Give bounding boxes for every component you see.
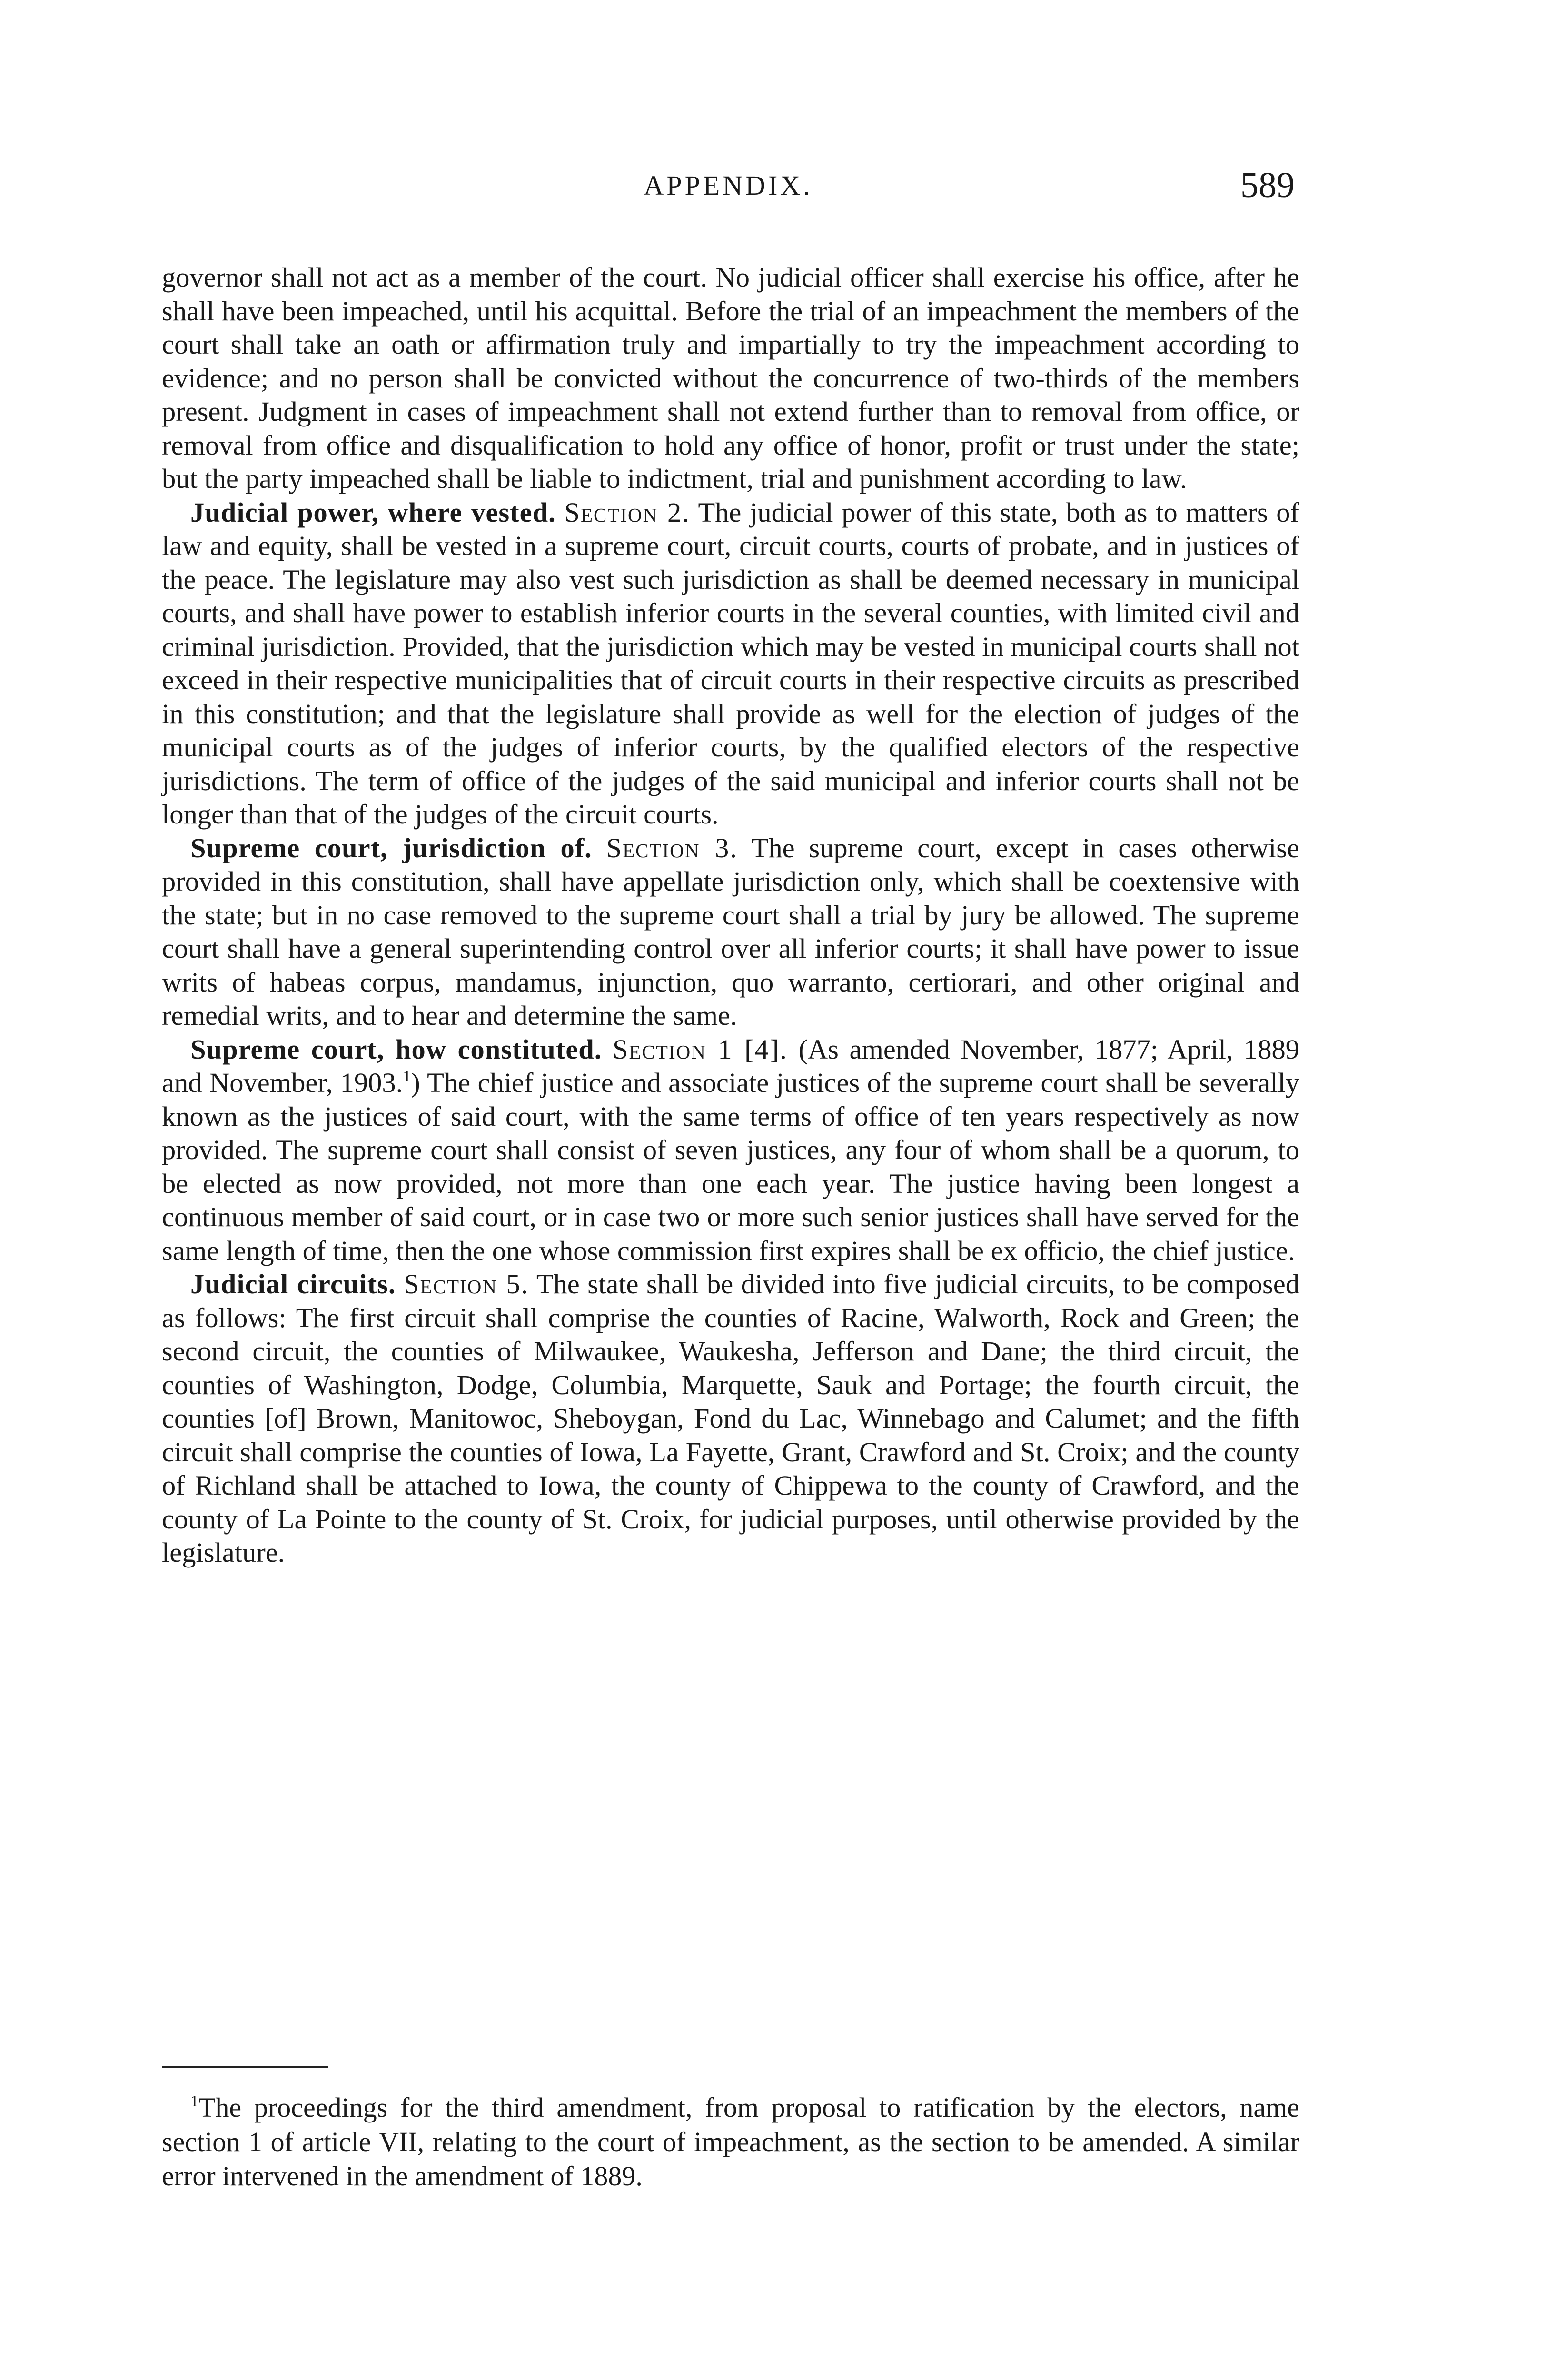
section-heading: Supreme court, how constituted.	[190, 1033, 602, 1065]
paragraph-section-2	[162, 496, 1299, 832]
footnote-divider	[162, 2066, 328, 2068]
paragraph-text: ) The chief justice and associate justices of the supreme court shall be severally known as the justices of said court, with the same terms of office of ten years respectively as now provided. The supreme court shall consist of seven justices, any four of whom shall be a quorum, to be elected as now provided, not more than one each year. The justice having been longest a continuous member of said court, or in case two or more such senior justices shall have served for the same length of time, then the one whose commission first expires shall be ex officio, the chief justice.	[162, 1067, 1299, 1266]
section-number: Section 1 [4].	[612, 1033, 788, 1065]
footnote-mark: 1	[190, 2092, 198, 2110]
section-number: Section 5.	[404, 1269, 529, 1299]
footnote-reference: 1	[403, 1068, 411, 1085]
main-text	[162, 261, 1299, 1570]
section-number: Section 3.	[606, 832, 738, 863]
section-number: Section 2.	[564, 496, 690, 528]
amendment-note: (As amended November, 1877; April, 1889 and November, 1903.	[162, 1033, 1299, 1098]
paragraph-text: The state shall be divided into five judicial circuits, to be composed as follows: The first circuit shall comprise the counties of Racine, Walworth, Rock and Green; the second circuit, the counties of Milwaukee, Waukesha, Jefferson and Dane; the third circuit, the counties of Washington, Dodge, Columbia, Marquette, Sauk and Portage; the fourth circuit, the counties [of] Brown, Manitowoc, Sheboygan, Fond du Lac, Winnebago and Calumet; and the fifth circuit shall comprise the counties of Iowa, La Fayette, Grant, Crawford and St. Croix; and the county of Richland shall be attached to Iowa, the county of Chippewa to the county of Crawford, and the county of La Pointe to the county of St. Croix, for judicial purposes, until otherwise provided by the legislature.	[162, 1269, 1300, 1568]
running-head	[162, 167, 1295, 219]
running-title: APPENDIX.	[644, 170, 813, 201]
section-heading: Supreme court, jurisdiction of.	[190, 832, 592, 863]
footnote-text: The proceedings for the third amendment, from proposal to ratification by the electors, name section 1 of article VII, relating to the court of impeachment, as the section to be amended. A similar error intervened in the amendment of 1889.	[162, 2092, 1299, 2192]
paragraph-section-3	[162, 832, 1299, 1033]
section-heading: Judicial circuits.	[190, 1269, 396, 1299]
page-number: 589	[1240, 165, 1295, 205]
section-heading: Judicial power, where vested.	[190, 496, 556, 528]
paragraph-section-5	[162, 1268, 1299, 1570]
paragraph-text: governor shall not act as a member of the court. No judicial officer shall exercise his office, after he shall have been impeached, until his acquittal. Before the trial of an impeachment the members of the court shall take an oath or affirmation truly and impartially to try the impeachment according to evidence; and no person shall be convicted without the concurrence of two-thirds of the members present. Judgment in cases of impeachment shall not extend further than to removal from office, or removal from office and disqualification to hold any office of honor, profit or trust under the state; but the party impeached shall be liable to indictment, trial and punishment according to law.	[162, 262, 1299, 494]
footnote	[162, 2091, 1299, 2193]
paragraph-impeachment-continued	[162, 261, 1299, 496]
paragraph-section-4	[162, 1033, 1299, 1268]
paragraph-text: The judicial power of this state, both as to matters of law and equity, shall be vested in a supreme court, circuit courts, courts of probate, and in justices of the peace. The legislature may also vest such jurisdiction as shall be deemed necessary in municipal courts, and shall have power to establish inferior courts in the several counties, with limited civil and criminal jurisdiction. Provided, that the jurisdiction which may be vested in municipal courts shall not exceed in their respective municipalities that of circuit courts in their respective circuits as prescribed in this constitution; and that the legislature shall provide as well for the election of judges of the municipal courts as of the judges of inferior courts, by the qualified electors of the respective jurisdictions. The term of office of the judges of the said municipal and inferior courts shall not be longer than that of the judges of the circuit courts.	[162, 496, 1300, 830]
paragraph-text: The supreme court, except in cases otherwise provided in this constitution, shall have appellate jurisdiction only, which shall be coextensive with the state; but in no case removed to the supreme court shall a trial by jury be allowed. The supreme court shall have a general superintending control over all inferior courts; it shall have power to issue writs of habeas corpus, mandamus, injunction, quo warranto, certiorari, and other original and remedial writs, and to hear and determine the same.	[162, 832, 1300, 1031]
